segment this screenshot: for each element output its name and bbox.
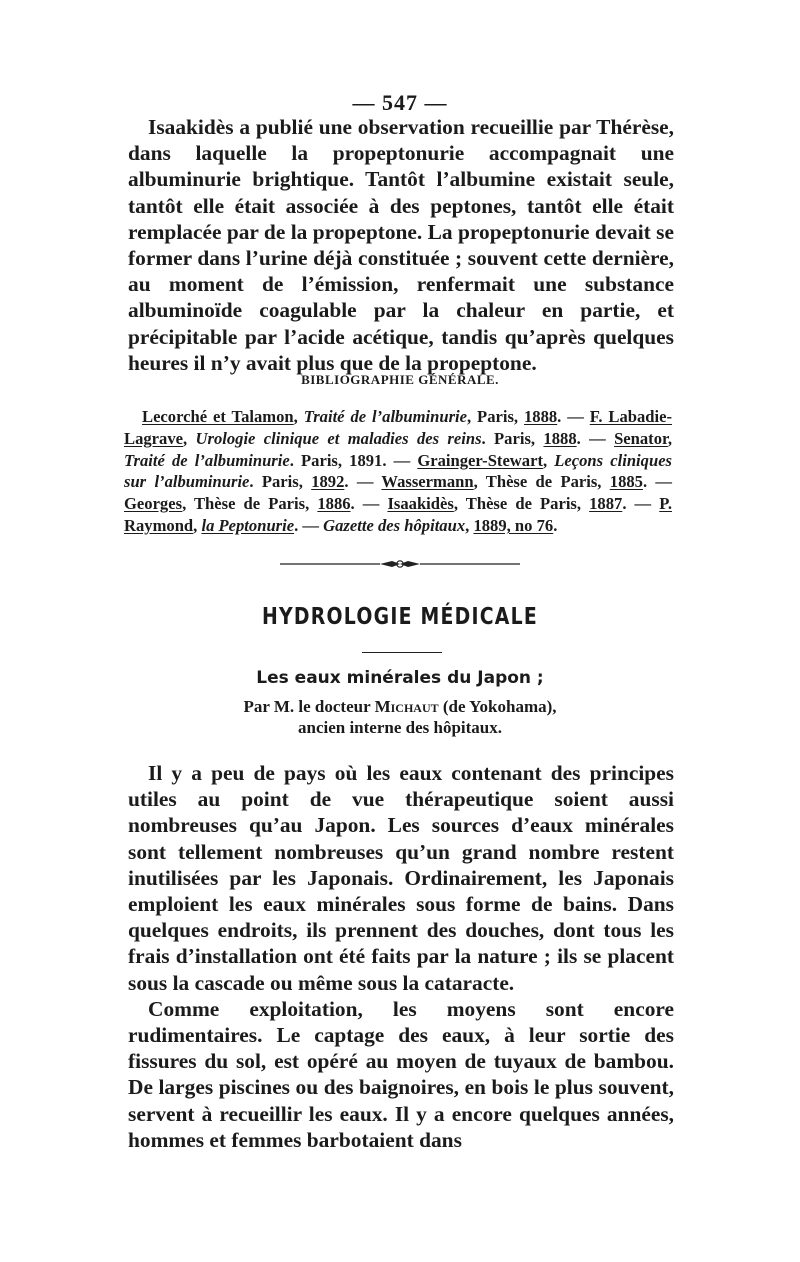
bibliography-segment: Traité de l’albuminurie	[303, 407, 467, 426]
bibliography-segment: , Thèse de Paris,	[182, 494, 318, 514]
bibliography-segment: 1892	[311, 472, 345, 492]
bibliography-segment: Lecorché et Talamon	[142, 407, 294, 426]
bibliography-segment: , Paris,	[467, 407, 524, 426]
bibliography-segment: , Thèse de Paris,	[473, 472, 610, 492]
bibliography-heading: BIBLIOGRAPHIE GÉNÉRALE.	[301, 372, 499, 387]
bibliography-segment: Grainger-Stewart	[417, 450, 543, 470]
bibliography-segment: 1886	[317, 494, 351, 514]
page-number: — 547 —	[352, 90, 448, 115]
bibliography-segment: la Peptonurie	[201, 515, 295, 535]
bibliography-segment: . —	[344, 472, 382, 492]
bibliography-entries	[124, 406, 672, 537]
intro-paragraph-block	[128, 114, 674, 376]
bibliography-segment: . —	[557, 407, 590, 426]
bibliography-segment: ,	[183, 428, 196, 448]
bibliography-segment: . Paris, 1891. —	[289, 450, 418, 470]
author-name: Michaut	[374, 697, 439, 716]
intro-paragraph: Isaakidès a publié une observation recueillie par Thérèse, dans laquelle la propeptonurie accompagnait une albuminurie brightique. Tantôt l’albumine existait seule, tantôt elle était associée à des peptones, tantôt elle était remplacée par de la propeptone. La propeptonurie devait se former dans l’urine déjà constituée ; souvent cette dernière, au moment de l’émission, renfermait une substance albuminoïde coagulable par la chaleur en partie, et précipitable par l’acide acétique, tandis qu’après quelques heures il n’y avait plus que de la propeptone.	[128, 115, 674, 375]
bibliography-segment: .	[553, 515, 558, 535]
bibliography-segment: . —	[622, 494, 660, 514]
bibliography-segment: Leçons cliniques sur l’albuminurie	[124, 450, 673, 492]
bibliography-segment: Georges	[124, 494, 183, 514]
bibliography-segment: Isaakidès	[387, 494, 454, 514]
bibliography-segment: . —	[294, 515, 324, 535]
article-title: Les eaux minérales du Japon ;	[256, 668, 544, 688]
bibliography-segment: P. Raymond	[124, 494, 672, 535]
bibliography-segment: Traité de l’albuminurie	[124, 450, 290, 470]
byline-suffix: (de Yokohama),	[438, 697, 557, 716]
bibliography-segment: . —	[576, 428, 615, 448]
bibliography-segment: ,	[193, 515, 202, 535]
author-affiliation: ancien interne des hôpitaux.	[297, 718, 503, 737]
bibliography-segment: . —	[350, 494, 388, 514]
article-paragraph: Comme exploitation, les moyens sont encore rudimentaires. Le captage des eaux, à leur sortie des fissures du sol, est opéré au moyen de tuyaux de bambou. De larges piscines ou des baignoires, en bois le plus souvent, servent à recueillir les eaux. Il y a encore quelques années, hommes et femmes barbotaient dans	[128, 996, 674, 1152]
bibliography-segment: 1885	[609, 472, 643, 492]
bibliography-segment: ,	[667, 428, 673, 448]
byline-prefix: Par M. le docteur	[243, 697, 375, 716]
ornament-divider-icon	[280, 557, 520, 571]
title-rule	[362, 652, 442, 653]
bibliography-segment: , Thèse de Paris,	[453, 494, 590, 514]
bibliography-segment: . Paris,	[481, 428, 544, 448]
article-body	[128, 760, 674, 1153]
article-byline	[0, 696, 800, 738]
article-paragraph: Il y a peu de pays où les eaux contenant des principes utiles au point de vue thérapeutique soient aussi nombreuses qu’au Japon. Les sources d’eaux minérales sont tellement nombreuses qu’un grand nombre restent inutilisées par les Japonais. Ordinairement, les Japonais emploient les eaux minérales sous forme de bains. Dans quelques endroits, ils prennent des douches, dont tous les frais d’installation ont été faits par la nature ; ils se placent sous la cascade ou même sous la cataracte.	[128, 761, 674, 995]
bibliography-segment: ,	[542, 450, 555, 470]
bibliography-segment: Senator	[614, 428, 668, 448]
bibliography-segment: 1889, no 76	[473, 515, 554, 535]
bibliography-segment: F. Labadie-Lagrave	[124, 407, 673, 448]
bibliography-segment: 1888	[523, 407, 558, 426]
bibliography-segment: . Paris,	[249, 472, 312, 492]
bibliography-segment: Wassermann	[381, 472, 474, 492]
bibliography-segment: Gazette des hôpitaux	[323, 515, 466, 535]
author-line	[0, 696, 800, 717]
bibliography	[124, 406, 672, 537]
bibliography-segment: Urologie clinique et maladies des reins	[195, 428, 482, 448]
bibliography-segment: ,	[293, 407, 304, 426]
bibliography-segment: ,	[465, 515, 474, 535]
section-title: HYDROLOGIE MÉDICALE	[261, 604, 539, 630]
bibliography-segment: 1888	[543, 428, 577, 448]
bibliography-segment: . —	[642, 472, 672, 492]
bibliography-segment: 1887	[589, 494, 623, 514]
